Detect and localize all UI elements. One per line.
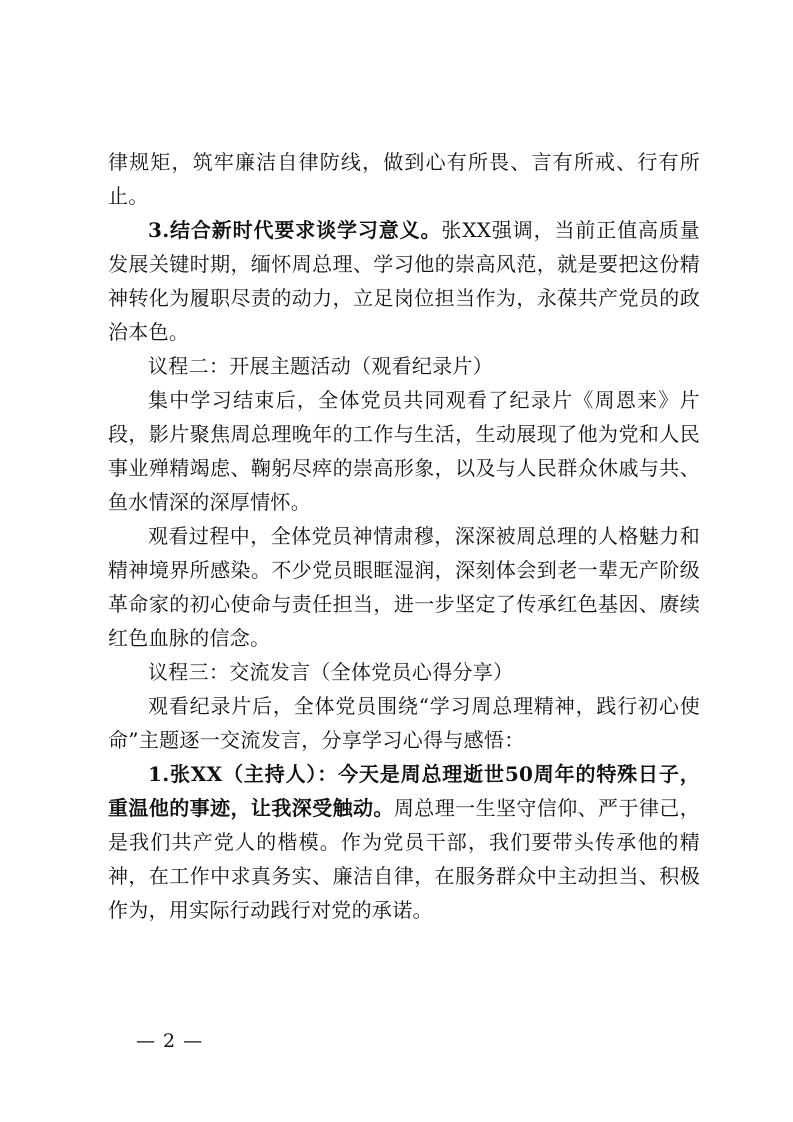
paragraph-text: 观看过程中，全体党员神情肃穆，深深被周总理的人格魅力和精神境界所感染。不少党员眼眶湿润，深刻体会到老一辈无产阶级革命家的初心使命与责任担当，进一步坚定了传承红色基因、赓续红色血脉的信念。: [108, 524, 700, 650]
page-number: — 2 —: [136, 1030, 204, 1052]
agenda-heading-2: [108, 349, 700, 383]
paragraph-text: 周总理一生坚守信仰、严于律己，是我们共产党人的楷模。作为党员干部，我们要带头传承他的精神，在工作中求真务实、廉洁自律，在服务群众中主动担当、积极作为，用实际行动践行对党的承诺。: [108, 796, 701, 922]
document-body: [108, 145, 700, 927]
paragraph-text: 张XX强调，当前正值高质量发展关键时期，缅怀周总理、学习他的崇高风范，就是要把这份精神转化为履职尽责的动力，立足岗位担当作为，永葆共产党员的政治本色。: [108, 218, 700, 344]
paragraph-documentary: [108, 383, 700, 519]
paragraph-text: 议程三：交流发言（全体党员心得分享）: [148, 660, 514, 684]
paragraph-speaker-1: [108, 757, 700, 927]
paragraph-lead-bold: 1.张XX（主持人）：今天是周总理逝世50周年的特殊日子，重温他的事迹，让我深受触动。: [108, 762, 700, 820]
paragraph-text: 议程二：开展主题活动（观看纪录片）: [148, 354, 494, 378]
paragraph-point-3: [108, 213, 700, 349]
paragraph-text: 律规矩，筑牢廉洁自律防线，做到心有所畏、言有所戒、行有所止。: [108, 150, 700, 208]
paragraph-text: 集中学习结束后，全体党员共同观看了纪录片《周恩来》片段，影片聚焦周总理晚年的工作与生活，生动展现了他为党和人民事业殚精竭虑、鞠躬尽瘁的崇高形象，以及与人民群众休戚与共、鱼水情深的深厚情怀。: [108, 388, 700, 514]
paragraph-lead-bold: 3.结合新时代要求谈学习意义。: [148, 218, 442, 242]
paragraph-continuation: [108, 145, 700, 213]
paragraph-exchange: [108, 689, 700, 757]
agenda-heading-3: [108, 655, 700, 689]
paragraph-viewing: [108, 519, 700, 655]
paragraph-text: 观看纪录片后，全体党员围绕“学习周总理精神，践行初心使命”主题逐一交流发言，分享学习心得与感悟：: [108, 694, 700, 752]
